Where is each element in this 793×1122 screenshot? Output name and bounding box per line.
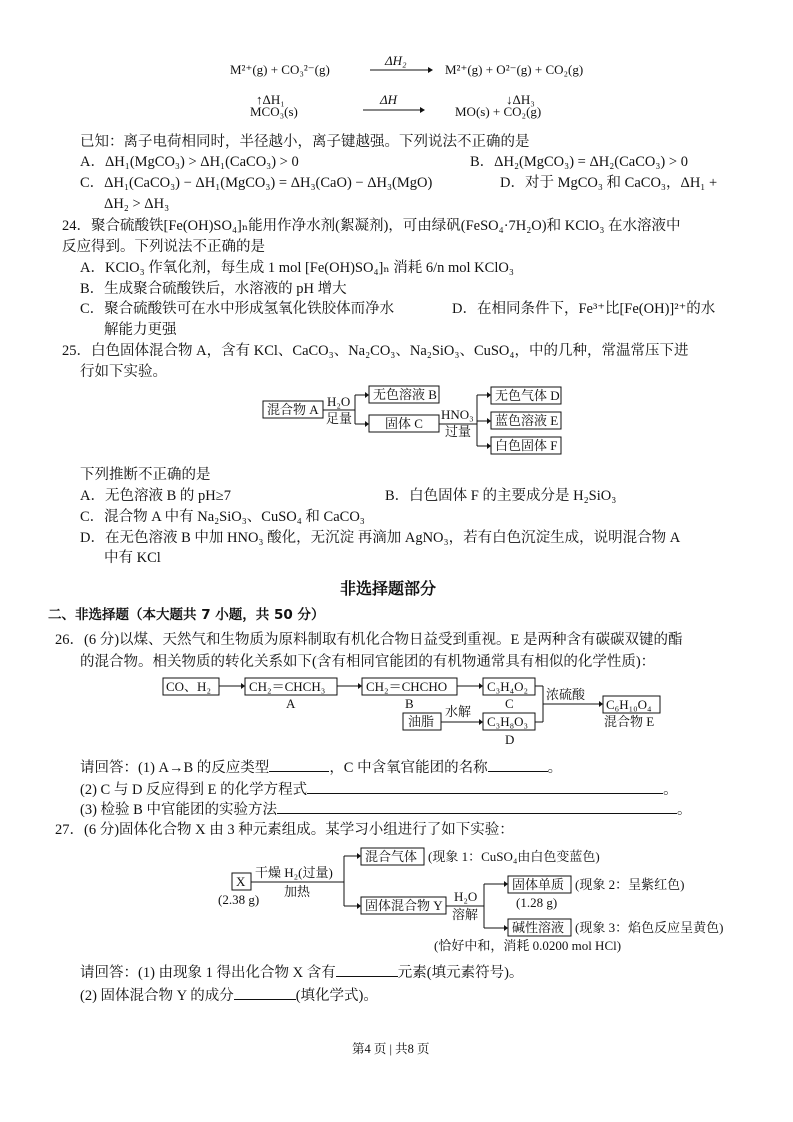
- q27-answer-2[interactable]: [234, 985, 296, 1000]
- element-mass: (1.28 g): [516, 895, 558, 910]
- q23-energy-cycle: [220, 52, 640, 124]
- page-footer: 第4 页 | 共8 页: [352, 1042, 430, 1056]
- reagent-h2: 干燥 H₂(过量): [255, 865, 333, 880]
- reagent-hno3: HNO₃: [441, 407, 474, 422]
- q27-sub1: [80, 962, 523, 983]
- q26-sub3-text: (3) 检验 B 中官能团的实验方法: [80, 802, 277, 818]
- phenomenon-3: (现象 3：焰色反应呈黄色): [575, 920, 724, 935]
- solid-f-box: 白色固体 F: [495, 438, 558, 453]
- condition-excess: 足量: [326, 411, 353, 426]
- q26-flow-diagram: [155, 674, 675, 752]
- q25-option-d[interactable]: D．在无色溶液 B 中加 HNO₃ 酸化，无沉淀 再滴加 AgNO₃，若有白色沉淀生成，说明混合物 A: [80, 530, 681, 546]
- q25-option-d-cont: 中有 KCl: [104, 550, 161, 566]
- q26-answer-1b[interactable]: [488, 757, 548, 772]
- neutralize-note: (恰好中和，消耗 0.0200 mol HCl): [434, 938, 622, 953]
- q27-sub2-text-b: (填化学式)。: [295, 988, 378, 1004]
- q25-option-a[interactable]: A．无色溶液 B 的 pH≥7: [80, 488, 231, 504]
- c-formula-box: C₃H₄O₂: [487, 679, 529, 694]
- condition-heat: 加热: [284, 884, 311, 899]
- q25-stem-1: 25．白色固体混合物 A，含有 KCl、CaCO₃、Na₂CO₃、Na₂SiO₃、CuSO₄，中的几种，常温常压下进: [62, 343, 689, 359]
- dissolve-label: 溶解: [452, 907, 479, 922]
- q26-stem-1: 26．(6 分)以煤、天然气和生物质为原料制取有机化合物日益受到重视。E 是两种含有碳碳双键的酯: [55, 632, 683, 648]
- q26-period-2: 。: [663, 782, 678, 798]
- solid-c-box: 固体 C: [385, 416, 423, 431]
- q26-stem-2: 的混合物。相关物质的转化关系如下(含有相同官能团的有机物通常具有相似的化学性质)：: [80, 654, 656, 670]
- q26-sub3: [80, 799, 691, 820]
- q24-stem-1: 24．聚合硫酸铁[Fe(OH)SO₄]ₙ能用作净水剂(絮凝剂)，可由绿矾(FeSO₄·7H₂O)和 KClO₃ 在水溶液中: [62, 218, 681, 234]
- d-label: D: [505, 732, 515, 747]
- q26-answer-3[interactable]: [277, 799, 677, 814]
- q27-sub2: [80, 985, 378, 1006]
- q23-option-c[interactable]: C．ΔH₁(CaCO₃) − ΔH₁(MgCO₃) = ΔH₃(CaO) − ΔH₃(MgO): [80, 175, 433, 191]
- e-label: 混合物 E: [604, 714, 655, 729]
- q25-question: 下列推断不正确的是: [80, 467, 211, 483]
- x-box: X: [236, 874, 246, 889]
- c-label: C: [505, 696, 514, 711]
- eq-bottom-right: MO(s) + CO₂(g): [455, 104, 542, 119]
- catalyst-label: 浓硫酸: [546, 687, 586, 702]
- phenomenon-2: (现象 2：呈紫红色): [575, 877, 685, 892]
- b-formula-box: CH₂＝CHCHO: [366, 679, 448, 694]
- water-label: H₂O: [454, 889, 478, 904]
- eq-top-left: M²⁺(g) + CO₃²⁻(g): [230, 62, 330, 77]
- section-heading: 二、非选择题（本大题共 7 小题，共 50 分）: [48, 607, 325, 623]
- dh1-label: ↑ΔH₁: [256, 92, 285, 107]
- oil-box: 油脂: [408, 714, 435, 729]
- q26-sub1-text-b: ，C 中含氧官能团的名称: [329, 760, 488, 776]
- gas-d-box: 无色气体 D: [495, 388, 560, 403]
- reagent-water: H₂O: [327, 394, 351, 409]
- q26-answer-2[interactable]: [307, 779, 663, 794]
- q23-option-a[interactable]: A．ΔH₁(MgCO₃) > ΔH₁(CaCO₃) > 0: [80, 154, 299, 170]
- q23-option-d-cont: ΔH₂ > ΔH₃: [104, 196, 170, 212]
- start-box: CO、H₂: [166, 679, 211, 694]
- mixture-a-box: 混合物 A: [267, 402, 319, 417]
- q24-option-d-cont: 解能力更强: [104, 322, 177, 338]
- q23-stem: 已知：离子电荷相同时，半径越小，离子键越强。下列说法不正确的是: [80, 134, 530, 150]
- phenomenon-1: (现象 1：CuSO₄由白色变蓝色): [428, 849, 600, 864]
- x-mass: (2.38 g): [218, 892, 260, 907]
- q26-period-1: 。: [547, 760, 563, 776]
- q25-option-b[interactable]: B．白色固体 F 的主要成分是 H₂SiO₃: [385, 488, 617, 504]
- q26-answer-1a[interactable]: [269, 757, 329, 772]
- q26-sub2: [80, 779, 678, 800]
- a-formula-box: CH₂＝CHCH₃: [249, 679, 326, 694]
- condition-excess-2: 过量: [445, 424, 472, 439]
- eq-top-arrow-label: ΔH₂: [385, 53, 407, 68]
- solution-e-box: 蓝色溶液 E: [495, 413, 559, 428]
- hydrolysis-label: 水解: [445, 704, 472, 719]
- alkaline-box: 碱性溶液: [512, 920, 565, 935]
- q26-period-3: 。: [676, 802, 692, 818]
- eq-bottom-left: MCO₃(s): [250, 104, 298, 119]
- q25-flow-diagram: [255, 383, 575, 458]
- q24-option-a[interactable]: A．KClO₃ 作氧化剂，每生成 1 mol [Fe(OH)SO₄]ₙ 消耗 6/n mol KClO₃: [80, 260, 514, 276]
- q27-answer-1[interactable]: [336, 962, 398, 977]
- dh3-label: ↓ΔH₃: [506, 92, 535, 107]
- q24-stem-2: 反应得到。下列说法不正确的是: [62, 239, 265, 255]
- q23-option-b[interactable]: B．ΔH₂(MgCO₃) = ΔH₂(CaCO₃) > 0: [470, 154, 688, 170]
- q24-option-c[interactable]: C．聚合硫酸铁可在水中形成氢氧化铁胶体而净水: [80, 301, 395, 317]
- q27-flow-diagram: [210, 842, 755, 957]
- a-label: A: [286, 696, 296, 711]
- q25-option-c[interactable]: C．混合物 A 中有 Na₂SiO₃、CuSO₄ 和 CaCO₃: [80, 509, 365, 525]
- q26-sub2-text: (2) C 与 D 反应得到 E 的化学方程式: [80, 782, 308, 798]
- eq-top-right: M²⁺(g) + O²⁻(g) + CO₂(g): [445, 62, 584, 77]
- q25-stem-2: 行如下实验。: [80, 364, 167, 380]
- b-label: B: [405, 696, 414, 711]
- section-title: 非选择题部分: [340, 579, 437, 598]
- q26-sub1-text-a: 请回答：(1) A→B 的反应类型: [80, 760, 270, 776]
- q26-sub1: [80, 757, 562, 778]
- gas-box: 混合气体: [365, 849, 418, 864]
- q27-sub2-text-a: (2) 固体混合物 Y 的成分: [80, 988, 234, 1004]
- solution-b-box: 无色溶液 B: [373, 387, 437, 402]
- q23-option-d[interactable]: D．对于 MgCO₃ 和 CaCO₃，ΔH₁ +: [500, 175, 718, 191]
- q24-option-b[interactable]: B．生成聚合硫酸铁后，水溶液的 pH 增大: [80, 281, 347, 297]
- e-formula-box: C₆H₁₀O₄: [606, 697, 652, 712]
- q27-stem: 27．(6 分)固体化合物 X 由 3 种元素组成。某学习小组进行了如下实验：: [55, 822, 514, 838]
- d-formula-box: C₃H₈O₃: [487, 714, 529, 729]
- q27-sub1-text-a: 请回答：(1) 由现象 1 得出化合物 X 含有: [80, 965, 336, 981]
- eq-bottom-arrow-label: ΔH: [380, 92, 398, 107]
- q27-sub1-text-b: 元素(填元素符号)。: [397, 965, 524, 981]
- element-box: 固体单质: [512, 877, 565, 892]
- q24-option-d[interactable]: D．在相同条件下，Fe³⁺比[Fe(OH)]²⁺的水: [452, 301, 716, 317]
- solid-y-box: 固体混合物 Y: [365, 898, 443, 913]
